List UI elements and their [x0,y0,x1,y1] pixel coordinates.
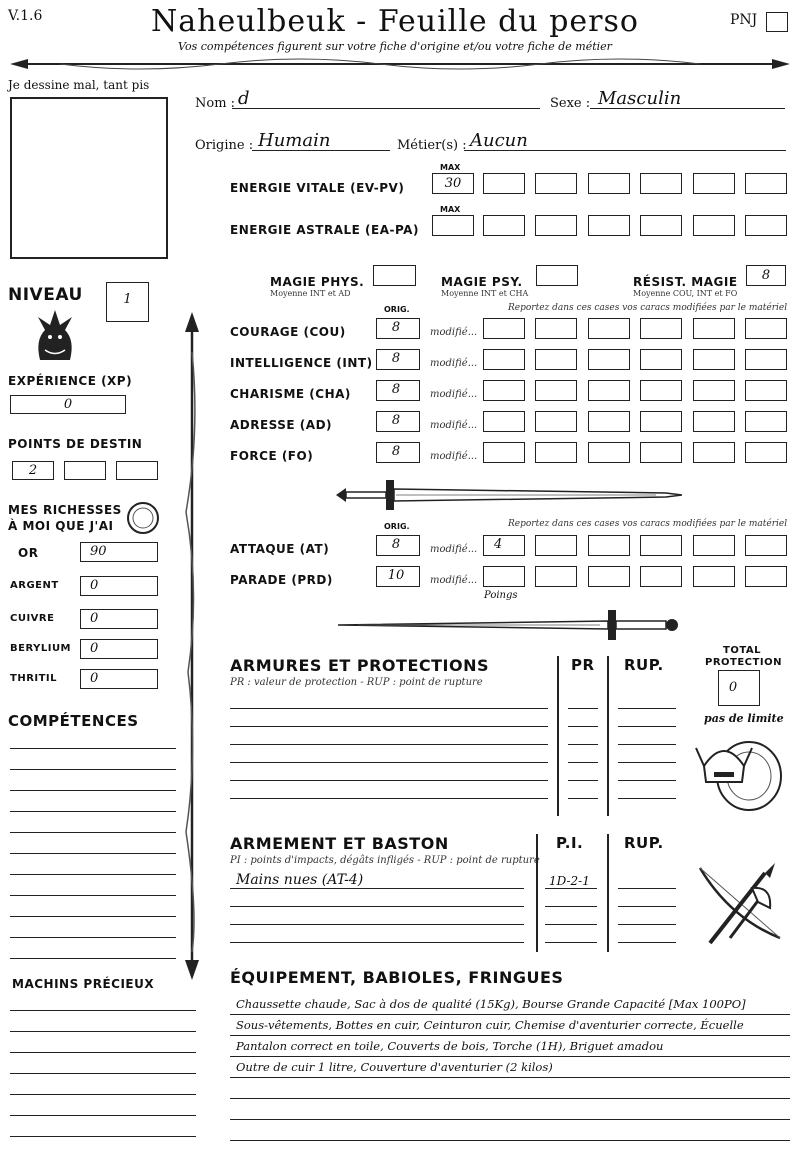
arme-rup-line[interactable] [618,888,676,889]
combat-mod-box[interactable] [588,535,630,556]
sword-icon [336,478,682,512]
competence-line[interactable] [10,832,176,833]
carac-modifie-label: modifié... [430,420,478,431]
ea-tracking-box-2[interactable] [535,215,577,236]
carac-mod-box[interactable] [535,349,577,370]
armement-rup-label: RUP. [624,834,664,852]
carac-mod-box[interactable] [588,411,630,432]
armure-pr-line[interactable] [568,762,598,763]
carac-mod-box[interactable] [745,349,787,370]
ev-tracking-box-2[interactable] [535,173,577,194]
ea-tracking-box-5[interactable] [693,215,735,236]
armure-pr-line[interactable] [568,708,598,709]
helmet-shield-icon [694,726,784,814]
carac-orig-value: 8 [391,320,401,335]
version-label: V.1.6 [8,8,43,24]
portrait-box[interactable] [10,97,168,259]
carac-label: INTELLIGENCE (INT) [230,356,373,370]
ev-tracking-box-3[interactable] [588,173,630,194]
armure-rup-line[interactable] [618,798,676,799]
armure-rup-line[interactable] [618,780,676,781]
coin-icon [126,501,160,535]
nom-value[interactable]: d [238,88,250,109]
ea-tracking-box-1[interactable] [483,215,525,236]
carac-mod-box[interactable] [483,318,525,339]
carac-mod-box[interactable] [693,411,735,432]
carac-modifie-label: modifié... [430,358,478,369]
ea-max-label: MAX [440,205,461,214]
armement-title: ARMEMENT ET BASTON [230,834,449,853]
total-protection-label-2: PROTECTION [705,657,782,668]
carac-label: FORCE (FO) [230,449,314,463]
ev-label: ENERGIE VITALE (EV-PV) [230,181,405,195]
carac-mod-box[interactable] [693,318,735,339]
carac-orig-value: 8 [391,444,401,459]
equipement-text: Sous-vêtements, Bottes en cuir, Ceinturon cuir, Chemise d'aventurier correcte, Écuelle [236,1018,744,1032]
competence-line[interactable] [10,874,176,875]
armures-title: ARMURES ET PROTECTIONS [230,656,489,675]
combat-mod-box[interactable] [483,566,525,587]
armures-divider-2 [607,656,609,816]
weapon-name[interactable]: Mains nues (AT-4) [236,872,364,888]
richesse-label: CUIVRE [10,613,55,624]
combat-mod-box[interactable] [535,566,577,587]
carac-mod-box[interactable] [640,442,682,463]
ev-tracking-box-5[interactable] [693,173,735,194]
carac-mod-box[interactable] [535,318,577,339]
equipement-text: Outre de cuir 1 litre, Couverture d'aventurier (2 kilos) [236,1060,553,1074]
combat-mod-box[interactable] [640,566,682,587]
resist-magie-value: 8 [761,268,771,283]
armement-sub: PI : points d'impacts, dégâts infligés - RUP : point de rupture [230,855,540,866]
arme-line[interactable] [230,924,524,925]
experience-label: EXPÉRIENCE (XP) [8,374,133,388]
armement-divider-1 [536,834,538,952]
carac-mod-box[interactable] [745,318,787,339]
competence-line[interactable] [10,748,176,749]
combat-mod-box[interactable] [745,535,787,556]
niveau-label: NIVEAU [8,285,83,305]
armure-line[interactable] [230,744,548,745]
combat-mod-box[interactable] [693,566,735,587]
total-protection-label-1: TOTAL [723,645,761,656]
equipement-line[interactable] [230,1119,790,1120]
equipement-line[interactable] [230,1056,790,1057]
carac-mod-box[interactable] [640,349,682,370]
equipement-line[interactable] [230,1098,790,1099]
carac-mod-box[interactable] [535,411,577,432]
ea-label: ENERGIE ASTRALE (EA-PA) [230,223,419,237]
arme-rup-line[interactable] [618,942,676,943]
origine-value[interactable]: Humain [258,130,331,151]
pnj-label: PNJ [730,12,758,28]
armure-line[interactable] [230,708,548,709]
caracs-orig-label: ORIG. [384,305,410,314]
caracs-note: Reportez dans ces cases vos caracs modifiées par le matériel [508,303,788,313]
carac-modifie-label: modifié... [430,327,478,338]
combat-label: ATTAQUE (AT) [230,542,330,556]
metier-underline [464,150,786,151]
combat-orig-value: 8 [391,537,401,552]
armure-rup-line[interactable] [618,762,676,763]
arme-rup-line[interactable] [618,924,676,925]
weapon-pi[interactable]: 1D-2-1 [549,874,590,888]
portrait-caption: Je dessine mal, tant pis [8,78,150,92]
combat-modifie-label: modifié... [430,575,478,586]
carac-modifie-label: modifié... [430,389,478,400]
machins-label: MACHINS PRÉCIEUX [12,977,155,991]
machin-line[interactable] [10,1010,196,1011]
equipement-text: Pantalon correct en toile, Couverts de bois, Torche (1H), Briguet amadou [236,1039,664,1053]
carac-mod-box[interactable] [588,318,630,339]
metier-value[interactable]: Aucun [470,130,528,151]
carac-mod-box[interactable] [745,380,787,401]
arme-pi-line[interactable] [545,906,597,907]
richesse-value: 0 [90,671,99,686]
combat-mod-box[interactable] [588,566,630,587]
dragon-icon [30,305,80,365]
richesse-value: 0 [90,611,99,626]
machin-line[interactable] [10,1094,196,1095]
competences-label: COMPÉTENCES [8,712,139,730]
ea-tracking-box-6[interactable] [745,215,787,236]
armement-pi-label: P.I. [556,834,584,852]
page-title: Naheulbeuk - Feuille du perso [151,4,639,39]
equipement-text: Chaussette chaude, Sac à dos de qualité (15Kg), Bourse Grande Capacité [Max 100PO] [236,997,746,1011]
sexe-value[interactable]: Masculin [598,88,682,109]
armures-divider-1 [557,656,559,816]
carac-mod-box[interactable] [588,442,630,463]
competence-line[interactable] [10,958,176,959]
armures-rup-label: RUP. [624,656,664,674]
carac-mod-box[interactable] [535,380,577,401]
competence-line[interactable] [10,769,176,770]
carac-mod-box[interactable] [745,411,787,432]
experience-value: 0 [63,397,73,412]
carac-mod-box[interactable] [640,380,682,401]
machin-line[interactable] [10,1052,196,1053]
equipement-line[interactable] [230,1014,790,1015]
ea-tracking-box-3[interactable] [588,215,630,236]
combat-mod-box[interactable] [535,535,577,556]
carac-mod-box[interactable] [483,411,525,432]
page-subtitle: Vos compétences figurent sur votre fiche d'origine et/ou votre fiche de métier [178,40,612,53]
machin-line[interactable] [10,1136,196,1137]
competence-line[interactable] [10,895,176,896]
competence-line[interactable] [10,853,176,854]
ea-tracking-box-4[interactable] [640,215,682,236]
destin-label: POINTS DE DESTIN [8,437,143,451]
equipement-line[interactable] [230,1140,790,1141]
carac-mod-box[interactable] [693,349,735,370]
richesse-label: OR [18,546,39,560]
arme-line[interactable] [230,906,524,907]
resist-magie-sub: Moyenne COU, INT et FO [633,289,738,298]
destin-box-2[interactable] [64,461,106,480]
vertical-spear-icon [180,312,204,980]
armure-pr-line[interactable] [568,726,598,727]
arme-line[interactable] [230,888,524,889]
richesse-label: THRITIL [10,673,58,684]
ev-max-value: 30 [444,176,462,191]
arme-rup-line[interactable] [618,906,676,907]
magie-phys-sub: Moyenne INT et AD [270,289,351,298]
carac-mod-box[interactable] [693,380,735,401]
armure-rup-line[interactable] [618,708,676,709]
carac-mod-box[interactable] [483,380,525,401]
richesses-label-1: MES RICHESSES [8,503,122,517]
niveau-value: 1 [123,292,132,307]
armure-rup-line[interactable] [618,726,676,727]
ev-tracking-box-1[interactable] [483,173,525,194]
nom-underline [232,108,540,109]
combat-mod-box[interactable] [745,566,787,587]
combat-label: PARADE (PRD) [230,573,333,587]
magie-phys-label: MAGIE PHYS. [270,275,365,289]
metier-label: Métier(s) : [397,138,467,153]
armure-pr-line[interactable] [568,780,598,781]
carac-label: ADRESSE (AD) [230,418,333,432]
carac-mod-box[interactable] [640,411,682,432]
sexe-label: Sexe : [550,96,591,111]
combat-first-mod-value: 4 [494,537,503,552]
ev-tracking-box-4[interactable] [640,173,682,194]
combat-mod-box[interactable] [693,535,735,556]
weapons-icon [690,858,786,948]
arme-pi-line[interactable] [545,942,597,943]
armure-line[interactable] [230,798,548,799]
carac-modifie-label: modifié... [430,451,478,462]
carac-mod-box[interactable] [588,380,630,401]
carac-orig-value: 8 [391,382,401,397]
total-protection-value: 0 [728,680,738,695]
carac-label: COURAGE (COU) [230,325,346,339]
machin-line[interactable] [10,1073,196,1074]
combat-orig-value: 10 [387,568,405,583]
origine-label: Origine : [195,138,254,153]
richesse-value: 90 [90,544,107,559]
richesse-value: 0 [90,641,99,656]
carac-orig-value: 8 [391,413,401,428]
arme-line[interactable] [230,942,524,943]
armures-pr-label: PR [571,656,595,674]
competence-line[interactable] [10,790,176,791]
nom-label: Nom : [195,96,236,111]
carac-mod-box[interactable] [483,349,525,370]
origine-underline [252,150,390,151]
carac-mod-box[interactable] [745,442,787,463]
carac-mod-box[interactable] [535,442,577,463]
competence-line[interactable] [10,937,176,938]
armement-divider-2 [607,834,609,952]
carac-label: CHARISME (CHA) [230,387,351,401]
carac-mod-box[interactable] [588,349,630,370]
equipement-title: ÉQUIPEMENT, BABIOLES, FRINGUES [230,968,564,987]
machin-line[interactable] [10,1115,196,1116]
ea-max-box[interactable] [432,215,474,236]
combat-note: Reportez dans ces cases vos caracs modifiées par le matériel [508,519,788,529]
combat-orig-label: ORIG. [384,522,410,531]
armure-line[interactable] [230,726,548,727]
combat-modifie-label: modifié... [430,544,478,555]
carac-orig-value: 8 [391,351,401,366]
magie-psy-label: MAGIE PSY. [441,275,523,289]
equipement-line[interactable] [230,1077,790,1078]
combat-mod-box[interactable] [640,535,682,556]
ornament-spear-icon [0,54,800,76]
machin-line[interactable] [10,1031,196,1032]
magie-psy-sub: Moyenne INT et CHA [441,289,529,298]
sexe-underline [590,108,785,109]
carac-mod-box[interactable] [693,442,735,463]
destin-box-3[interactable] [116,461,158,480]
richesses-label-2: À MOI QUE J'AI [8,519,114,533]
sword-icon-2 [338,608,680,642]
armure-pr-line[interactable] [568,798,598,799]
richesse-value: 0 [90,578,99,593]
arme-pi-line[interactable] [545,888,597,889]
resist-magie-label: RÉSIST. MAGIE [633,275,738,289]
richesse-label: ARGENT [10,580,59,591]
competence-line[interactable] [10,811,176,812]
carac-mod-box[interactable] [483,442,525,463]
armure-rup-line[interactable] [618,744,676,745]
poings-label: Poings [484,590,518,601]
competence-line[interactable] [10,916,176,917]
ev-max-label: MAX [440,163,461,172]
armures-sub: PR : valeur de protection - RUP : point de rupture [230,677,483,688]
armure-line[interactable] [230,762,548,763]
pas-de-limite-label: pas de limite [704,712,784,725]
arme-pi-line[interactable] [545,924,597,925]
destin-value-1: 2 [28,463,38,478]
ev-tracking-box-6[interactable] [745,173,787,194]
magie-psy-box[interactable] [536,265,578,286]
combat-mod-box[interactable] [483,535,525,556]
carac-mod-box[interactable] [640,318,682,339]
armure-line[interactable] [230,780,548,781]
armure-pr-line[interactable] [568,744,598,745]
pnj-checkbox[interactable] [766,12,788,32]
richesse-label: BERYLIUM [10,643,72,654]
equipement-line[interactable] [230,1035,790,1036]
magie-phys-box[interactable] [373,265,416,286]
